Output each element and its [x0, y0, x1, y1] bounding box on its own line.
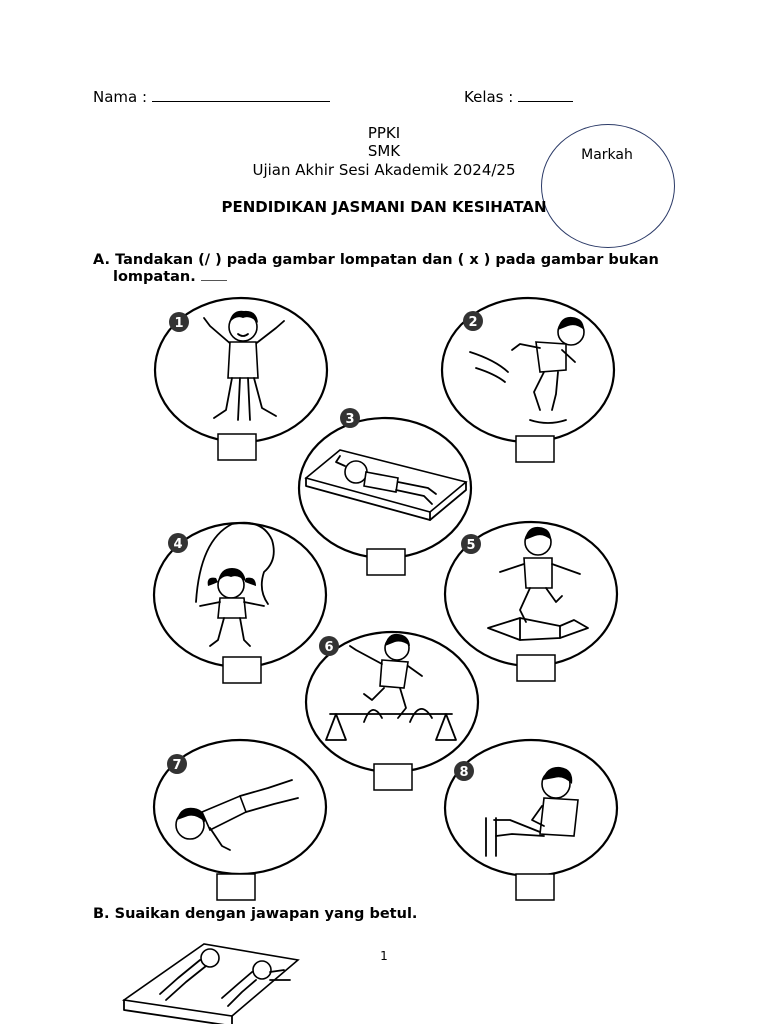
subject-title: PENDIDIKAN JASMANI DAN KESIHATAN: [221, 198, 547, 216]
activity-6-jumping-over-rope: [306, 632, 478, 790]
answer-box-8[interactable]: [516, 874, 554, 900]
answer-box-4[interactable]: [223, 657, 261, 683]
section-a-letter: A.: [93, 252, 110, 268]
answer-box-2[interactable]: [516, 436, 554, 462]
answer-box-5[interactable]: [517, 655, 555, 681]
answer-box-7[interactable]: [217, 874, 255, 900]
answer-box-6[interactable]: [374, 764, 412, 790]
activity-1-star-jump: [155, 298, 327, 460]
activity-1-number: 1: [174, 316, 184, 331]
activity-2-jumping: [442, 298, 614, 462]
school-line-2: SMK: [367, 142, 401, 160]
section-b-illustration: [124, 944, 298, 1024]
page-number: 1: [380, 949, 388, 963]
section-b-letter: B.: [93, 906, 110, 922]
activity-8-number: 8: [459, 765, 469, 780]
class-label: Kelas :: [464, 88, 514, 106]
activity-7-number: 7: [172, 758, 182, 773]
activity-2-number: 2: [468, 315, 478, 330]
section-a-text-line1: Tandakan (/ ) pada gambar lompatan dan ( x ) pada gambar bukan: [115, 252, 659, 268]
answer-box-3[interactable]: [367, 549, 405, 575]
activity-6-number: 6: [324, 640, 334, 655]
school-line-1: PPKI: [367, 124, 401, 142]
activity-3-lying-on-mat: [299, 408, 471, 575]
answer-box-1[interactable]: [218, 434, 256, 460]
activity-4-skipping-rope: [154, 523, 326, 683]
activity-4-number: 4: [173, 537, 183, 552]
section-b-instruction: [93, 906, 417, 922]
activity-5-hopscotch: [445, 522, 617, 681]
section-a-text-line2: lompatan.: [113, 269, 196, 285]
activity-8-sit-up: [445, 740, 617, 900]
name-label: Nama :: [93, 88, 148, 106]
exam-title: Ujian Akhir Sesi Akademik 2024/25: [252, 161, 516, 179]
activity-3-number: 3: [345, 412, 355, 427]
activity-5-number: 5: [466, 538, 476, 553]
markah-label: Markah: [581, 147, 633, 163]
section-b-text: Suaikan dengan jawapan yang betul.: [114, 906, 418, 922]
activity-7-push-up: [154, 740, 326, 900]
